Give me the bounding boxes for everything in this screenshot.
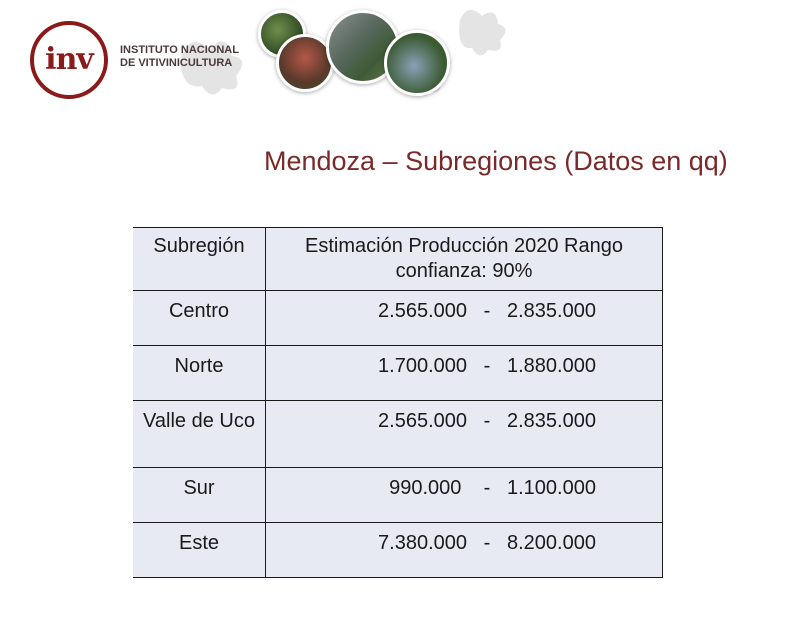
table-row: [133, 468, 663, 523]
column-header-estimate: Estimación Producción 2020 Rango confianza: 90%: [266, 228, 663, 291]
table-header-row: [133, 228, 663, 291]
range-value: 990.000 - 1.100.000: [378, 477, 596, 499]
range-value: 1.700.000 - 1.880.000: [378, 355, 596, 377]
inv-logo: [30, 21, 108, 99]
range-value: 2.565.000 - 2.835.000: [378, 300, 596, 322]
subregion-cell: Valle de Uco: [133, 401, 266, 468]
table-row: [133, 346, 663, 401]
harvest-photo: [384, 30, 450, 96]
institution-name: [120, 44, 239, 70]
subregion-cell: Norte: [133, 346, 266, 401]
range-value: 2.565.000 - 2.835.000: [378, 410, 596, 432]
table-row: [133, 523, 663, 578]
logo-text: inv: [45, 41, 93, 77]
header: [0, 0, 800, 110]
production-table: [133, 227, 663, 578]
range-cell: [266, 291, 663, 346]
subregion-cell: Sur: [133, 468, 266, 523]
page-title: Mendoza – Subregiones (Datos en qq): [264, 146, 728, 176]
range-value: 7.380.000 - 8.200.000: [378, 532, 596, 554]
institution-line-2: DE VITIVINICULTURA: [120, 57, 233, 69]
institution-line-1: INSTITUTO NACIONAL: [120, 44, 239, 56]
range-cell: [266, 346, 663, 401]
subregion-cell: Centro: [133, 291, 266, 346]
column-header-subregion: Subregión: [133, 228, 266, 291]
table-row: [133, 401, 663, 468]
range-cell: [266, 401, 663, 468]
subregion-cell: Este: [133, 523, 266, 578]
range-cell: [266, 468, 663, 523]
range-cell: [266, 523, 663, 578]
table-row: [133, 291, 663, 346]
